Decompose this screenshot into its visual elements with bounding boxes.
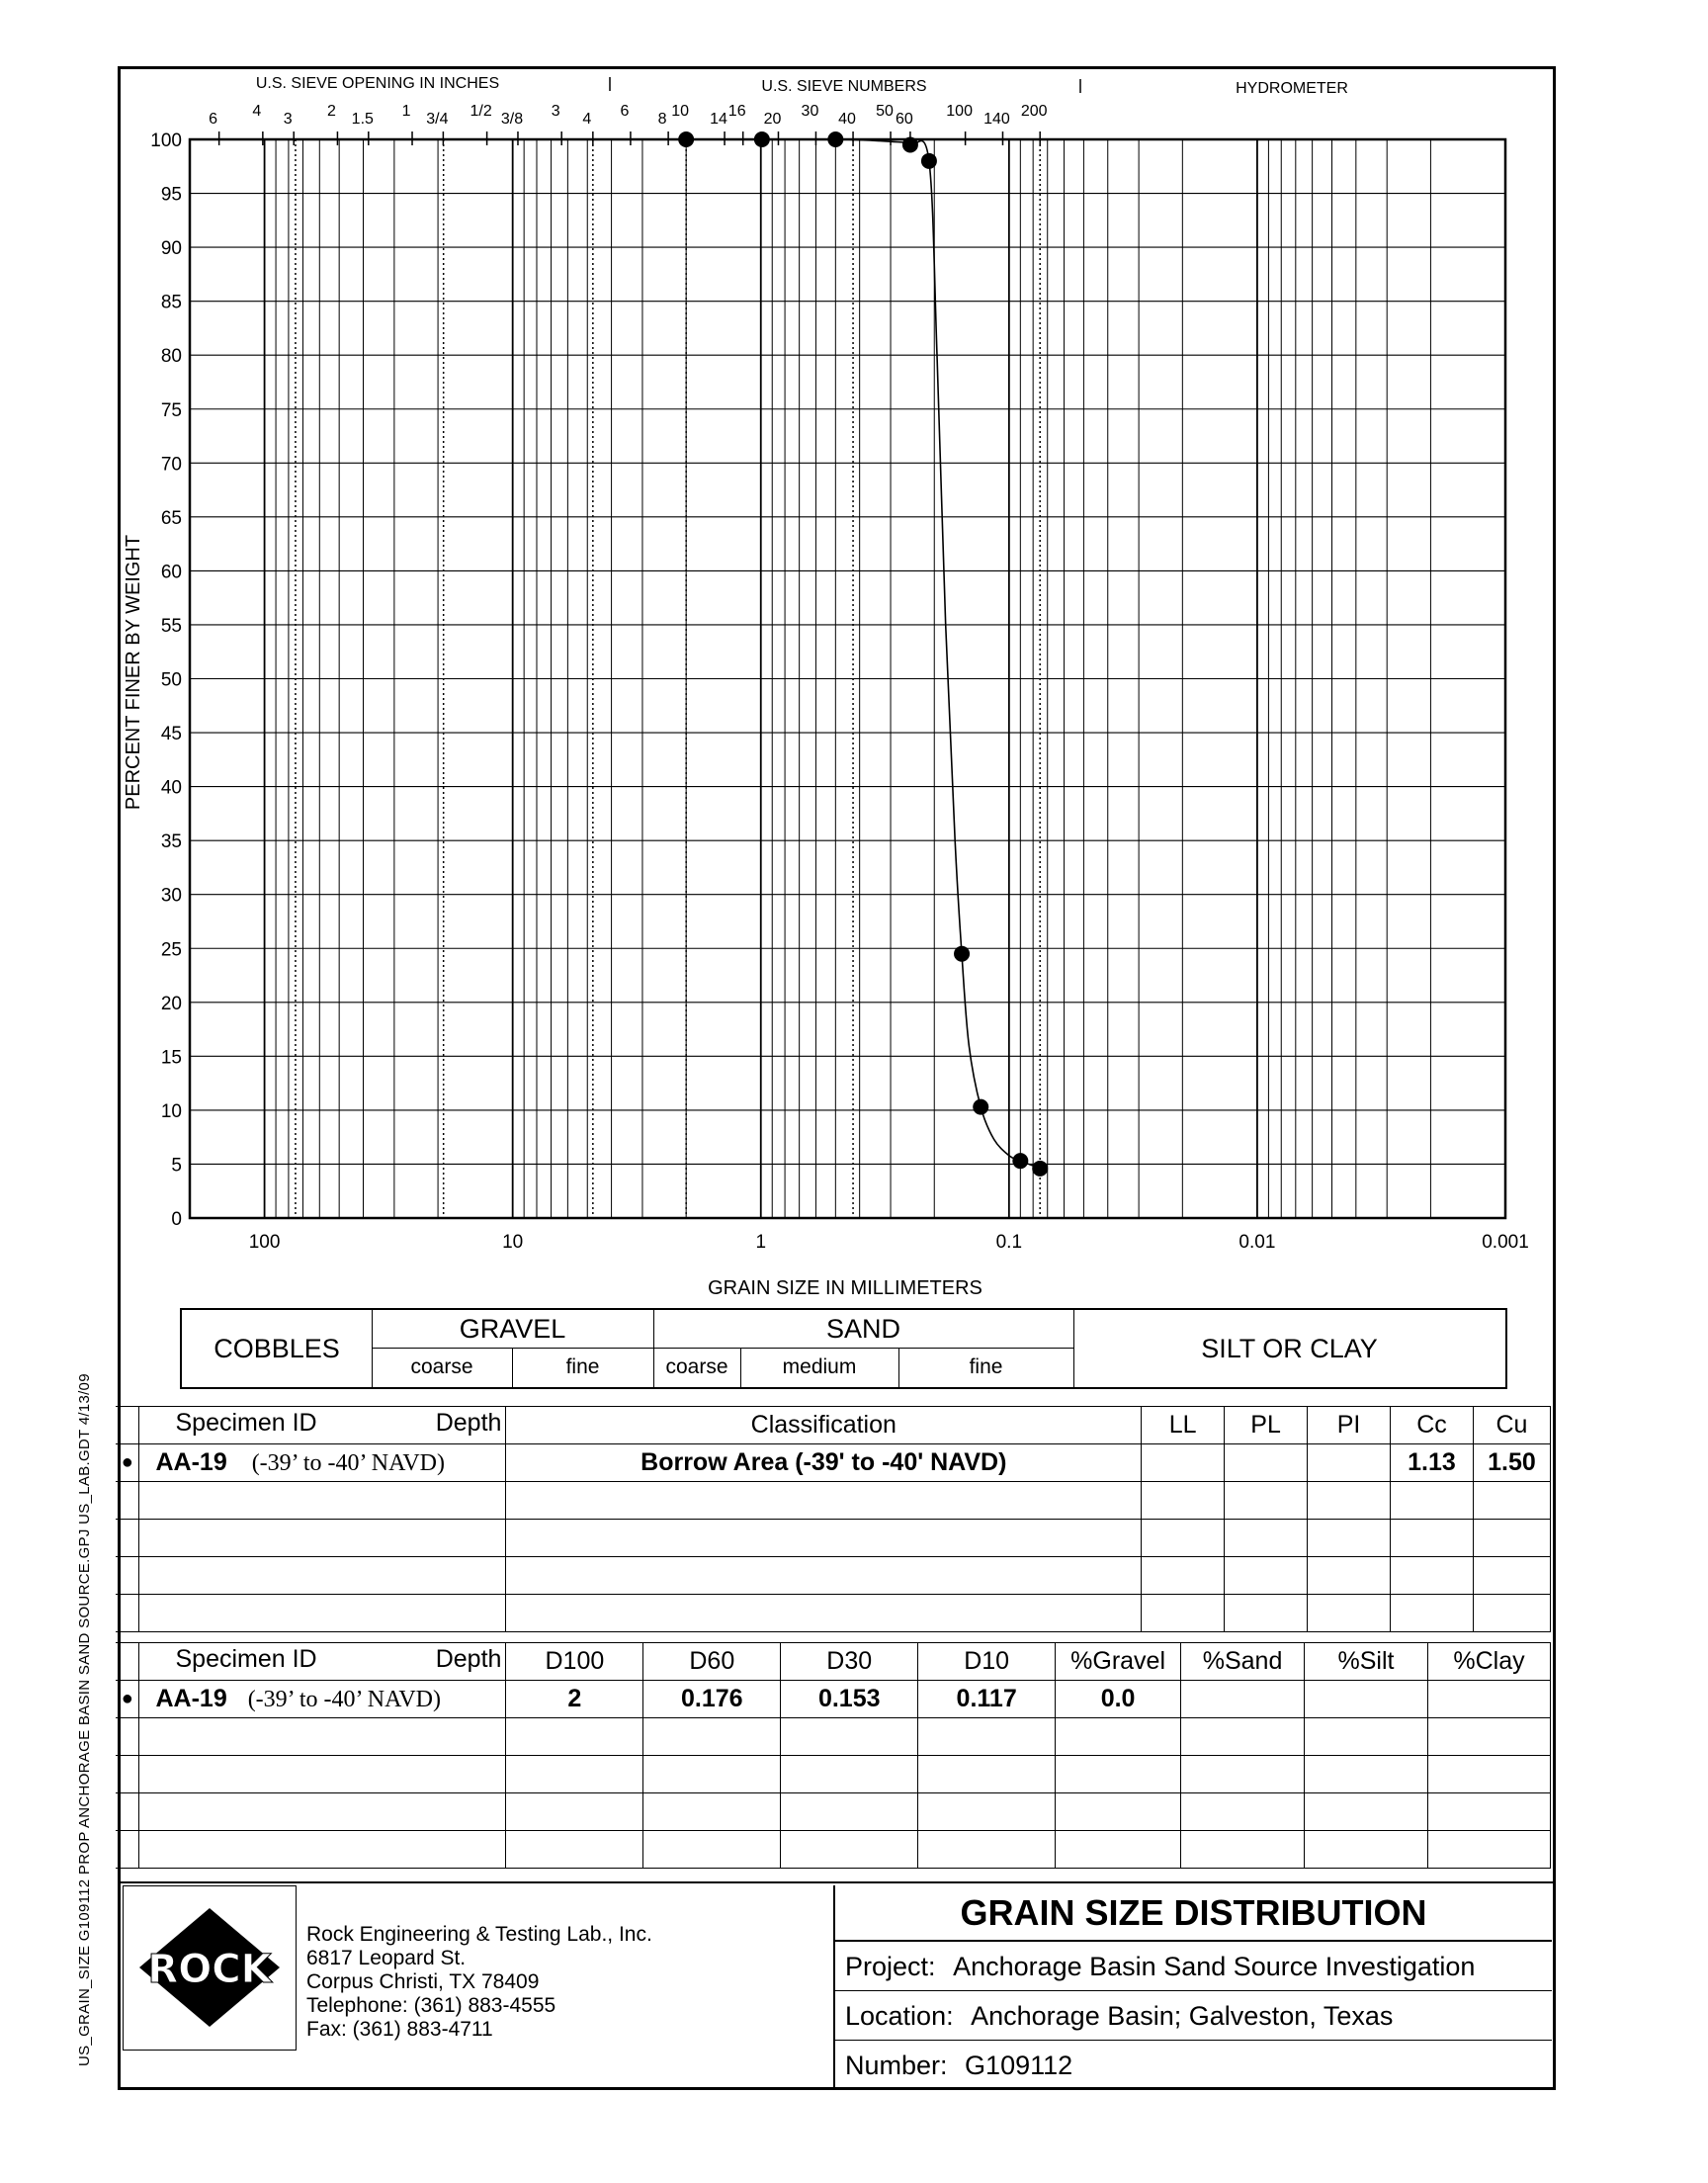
sieve-inch-label: 3	[551, 103, 560, 120]
sand-value	[1181, 1681, 1305, 1718]
sieve-inch-label: 4	[252, 103, 262, 120]
d100-value: 2	[506, 1681, 643, 1718]
sieve-inch-label: 3/8	[500, 111, 524, 128]
data-point	[678, 131, 694, 147]
pl-header: PL	[1225, 1407, 1308, 1444]
clay-value	[1427, 1681, 1550, 1718]
sieve-inch-label: 3	[283, 111, 293, 128]
number-value: G109112	[965, 2051, 1073, 2080]
sieve-number-label: 16	[727, 103, 746, 120]
specimen-depth: (-39’ to -40’ NAVD)	[251, 1450, 445, 1476]
sieve-number-label: 40	[838, 111, 856, 128]
ll-value	[1142, 1444, 1225, 1482]
data-point	[1032, 1161, 1048, 1177]
sieve-number-label: 30	[801, 103, 819, 120]
sieve-number-label: 8	[657, 111, 667, 128]
band-sand-fine: fine	[898, 1348, 1074, 1387]
project-label: Project:	[845, 1952, 936, 1981]
data-point	[827, 131, 843, 147]
y-tick-label: 100	[150, 131, 182, 151]
classification-header: Classification	[506, 1407, 1142, 1444]
y-tick-label: 15	[160, 1047, 182, 1069]
x-axis-label: GRAIN SIZE IN MILLIMETERS	[708, 1277, 982, 1299]
gravel-header: %Gravel	[1056, 1643, 1181, 1681]
sieve-number-label: 200	[1020, 103, 1048, 120]
sieve-inch-label: 1.5	[351, 111, 374, 128]
depth-header: Depth	[435, 1409, 502, 1437]
row-marker: ●	[116, 1444, 139, 1482]
y-tick-label: 25	[160, 939, 182, 961]
x-tick-label: 1	[755, 1232, 767, 1253]
cc-value: 1.13	[1391, 1444, 1474, 1482]
d30-value: 0.153	[781, 1681, 918, 1718]
sieve-number-label: 140	[983, 111, 1010, 128]
company-logo	[123, 1885, 297, 2051]
y-tick-label: 75	[160, 399, 182, 421]
y-axis-label: PERCENT FINER BY WEIGHT	[123, 534, 144, 811]
gradation-curve	[678, 131, 1048, 1177]
cu-header: Cu	[1473, 1407, 1550, 1444]
side-file-label: US_GRAIN_SIZE G109112 PROP ANCHORAGE BASIN SAND SOURCE.GPJ US_LAB.GDT 4/13/09	[76, 1373, 93, 2066]
y-tick-label: 40	[160, 777, 182, 799]
x-tick-label: 0.01	[1238, 1232, 1276, 1253]
band-silt-clay: SILT OR CLAY	[1201, 1334, 1378, 1363]
top-header-sieve: U.S. SIEVE NUMBERS	[761, 78, 927, 95]
y-tick-label: 30	[160, 885, 182, 907]
y-tick-label: 50	[160, 669, 182, 691]
top-header-hydrometer: HYDROMETER	[1236, 80, 1348, 97]
table-row	[116, 1557, 1551, 1595]
specimen-header: Specimen ID	[175, 1645, 317, 1673]
row-marker: ●	[116, 1681, 139, 1718]
company-name: Rock Engineering & Testing Lab., Inc.	[306, 1923, 652, 1946]
gravel-value: 0.0	[1056, 1681, 1181, 1718]
cu-value: 1.50	[1473, 1444, 1550, 1482]
y-tick-label: 20	[160, 993, 182, 1014]
sieve-inch-label: 1	[401, 103, 411, 120]
table-row	[116, 1756, 1551, 1793]
classification-table	[116, 1406, 1551, 1632]
sieve-number-label: 6	[620, 103, 630, 120]
title-block	[833, 1885, 1552, 2087]
sieve-number-label: 50	[876, 103, 894, 120]
clay-header: %Clay	[1427, 1643, 1550, 1681]
silt-value	[1305, 1681, 1428, 1718]
number-row	[835, 2041, 1552, 2089]
pi-header: PI	[1308, 1407, 1391, 1444]
band-sand: SAND	[653, 1310, 1074, 1349]
specimen-cell	[139, 1681, 506, 1718]
specimen-id: AA-19	[155, 1448, 227, 1476]
soil-band-table	[180, 1308, 1507, 1389]
y-tick-label: 0	[171, 1209, 182, 1230]
table-row	[116, 1831, 1551, 1869]
sieve-inch-label: 1/2	[470, 103, 492, 120]
table-row	[116, 1595, 1551, 1632]
table-row	[116, 1681, 1551, 1718]
classification-value: Borrow Area (-39' to -40' NAVD)	[506, 1444, 1142, 1482]
specimen-depth-header	[139, 1643, 506, 1681]
band-sand-medium: medium	[740, 1348, 899, 1387]
company-fax: Fax: (361) 883-4711	[306, 2018, 493, 2041]
specimen-depth: (-39’ to -40’ NAVD)	[247, 1687, 441, 1712]
sieve-number-label: 14	[710, 111, 727, 128]
table-row	[116, 1444, 1551, 1482]
x-tick-label: 10	[502, 1232, 524, 1253]
footer-divider	[118, 1881, 1553, 1883]
table-row	[116, 1793, 1551, 1831]
specimen-depth-header	[139, 1407, 506, 1444]
company-city: Corpus Christi, TX 78409	[306, 1970, 540, 1993]
data-point	[1012, 1153, 1028, 1169]
sieve-inch-label: 3/4	[426, 111, 449, 128]
location-value: Anchorage Basin; Galveston, Texas	[971, 2001, 1394, 2031]
chart-grid	[190, 131, 1505, 1218]
y-tick-label: 60	[160, 562, 182, 583]
project-row	[835, 1942, 1552, 1991]
data-point	[973, 1099, 988, 1115]
company-telephone: Telephone: (361) 883-4555	[306, 1994, 556, 2017]
y-tick-label: 65	[160, 507, 182, 529]
data-point	[902, 136, 918, 152]
logo-text: ROCK	[147, 1947, 272, 1992]
band-sand-coarse: coarse	[653, 1348, 741, 1387]
data-point	[954, 946, 970, 962]
report-title: GRAIN SIZE DISTRIBUTION	[835, 1885, 1552, 1942]
table-row	[116, 1520, 1551, 1557]
data-point	[754, 131, 770, 147]
table-row	[116, 1718, 1551, 1756]
sieve-inch-label: 6	[209, 111, 218, 128]
data-point	[921, 153, 937, 169]
y-tick-label: 70	[160, 454, 182, 476]
cc-header: Cc	[1391, 1407, 1474, 1444]
company-address	[306, 1923, 652, 2042]
sieve-inch-label: 4	[582, 111, 592, 128]
pi-value	[1308, 1444, 1391, 1482]
specimen-header: Specimen ID	[175, 1409, 317, 1437]
location-label: Location:	[845, 2001, 954, 2031]
table2-header	[116, 1643, 1551, 1681]
pl-value	[1225, 1444, 1308, 1482]
sieve-number-label: 20	[763, 111, 782, 128]
y-tick-label: 55	[160, 615, 182, 637]
sieve-number-label: 10	[671, 103, 690, 120]
band-gravel: GRAVEL	[372, 1310, 654, 1349]
depth-header: Depth	[435, 1645, 502, 1673]
series-line-aa-19	[686, 139, 1040, 1169]
table-row	[116, 1482, 1551, 1520]
x-tick-label: 100	[248, 1232, 281, 1253]
y-tick-label: 95	[160, 184, 182, 206]
sieve-number-label: 60	[896, 111, 913, 128]
x-tick-label: 0.001	[1482, 1232, 1529, 1253]
y-tick-label: 85	[160, 292, 182, 313]
y-tick-label: 80	[160, 346, 182, 368]
d10-value: 0.117	[918, 1681, 1056, 1718]
company-street: 6817 Leopard St.	[306, 1947, 467, 1969]
band-gravel-coarse: coarse	[372, 1348, 513, 1387]
y-tick-label: 10	[160, 1100, 182, 1122]
specimen-cell	[139, 1444, 506, 1482]
d10-header: D10	[918, 1643, 1056, 1681]
sand-header: %Sand	[1181, 1643, 1305, 1681]
number-label: Number:	[845, 2051, 948, 2080]
y-tick-label: 90	[160, 238, 182, 260]
location-row	[835, 1991, 1552, 2041]
rock-logo-icon	[124, 1886, 296, 2050]
table1-header	[116, 1407, 1551, 1444]
chart-labels	[150, 103, 1528, 1253]
y-tick-label: 35	[160, 831, 182, 853]
band-gravel-fine: fine	[512, 1348, 654, 1387]
silt-header: %Silt	[1305, 1643, 1428, 1681]
d100-header: D100	[506, 1643, 643, 1681]
d60-header: D60	[643, 1643, 781, 1681]
sieve-number-label: 100	[946, 103, 973, 120]
y-tick-label: 5	[171, 1155, 182, 1177]
project-value: Anchorage Basin Sand Source Investigation	[953, 1952, 1476, 1981]
gradation-table	[116, 1642, 1551, 1869]
d30-header: D30	[781, 1643, 918, 1681]
ll-header: LL	[1142, 1407, 1225, 1444]
y-tick-label: 45	[160, 724, 182, 745]
top-header-inches: U.S. SIEVE OPENING IN INCHES	[255, 75, 500, 92]
sieve-inch-label: 2	[326, 103, 336, 120]
d60-value: 0.176	[643, 1681, 781, 1718]
specimen-id: AA-19	[155, 1685, 227, 1712]
band-cobbles: COBBLES	[182, 1310, 373, 1387]
x-tick-label: 0.1	[995, 1232, 1023, 1253]
